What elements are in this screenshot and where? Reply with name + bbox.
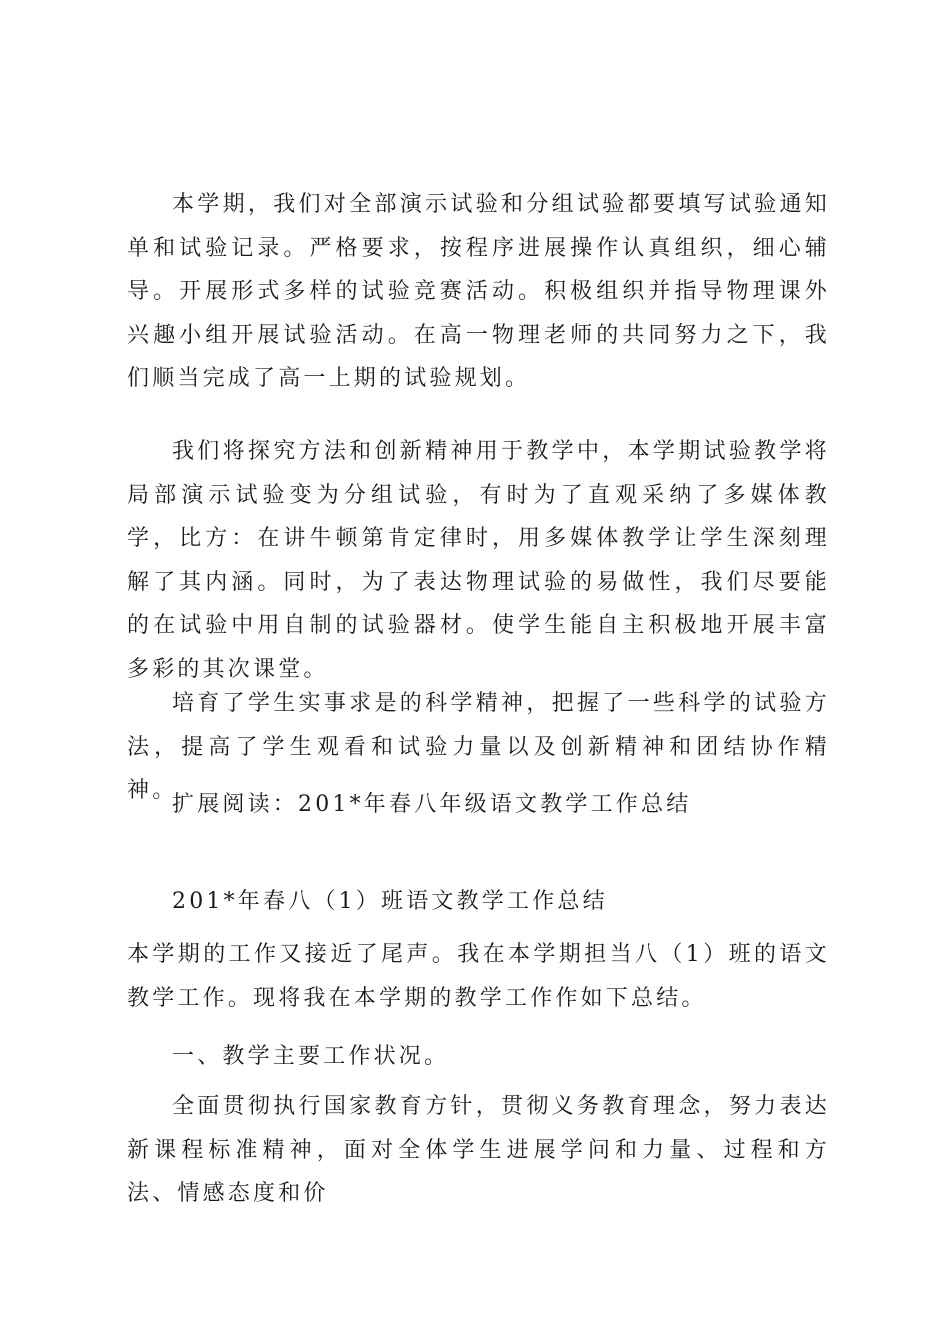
paragraph-experiment-records: 本学期，我们对全部演示试验和分组试验都要填写试验通知单和试验记录。严格要求，按程序进展操作认真组织，细心辅导。开展形式多样的试验竞赛活动。积极组织并指导物理课外兴趣小组开展试验活动。在高一物理老师的共同努力之下，我们顺当完成了高一上期的试验规划。: [127, 192, 830, 391]
section-heading-main-work: 一、教学主要工作状况。: [172, 1044, 450, 1069]
section-title: 201*年春八（1）班语文教学工作总结: [172, 889, 608, 914]
paragraph-extended-reading: 扩展阅读：201*年春八年级语文教学工作总结: [172, 792, 692, 817]
paragraph-scientific-spirit: 培育了学生实事求是的科学精神，把握了一些科学的试验方法，提高了学生观看和试验力量以及创新精神和团结协作精神。: [127, 691, 830, 803]
paragraph-inquiry-methods: 我们将探究方法和创新精神用于教学中，本学期试验教学将局部演示试验变为分组试验，有时为了直观采纳了多媒体教学，比方：在讲牛顿第肯定律时，用多媒体教学让学生深刻理解了其内涵。同时，为了表达物理试验的易做性，我们尽要能的在试验中用自制的试验器材。使学生能自主积极地开展丰富多彩的其次课堂。: [127, 439, 830, 682]
paragraph-education-policy: 全面贯彻执行国家教育方针，贯彻义务教育理念，努力表达新课程标准精神，面对全体学生进展学问和力量、过程和方法、情感态度和价: [127, 1094, 830, 1206]
paragraph-semester-intro: 本学期的工作又接近了尾声。我在本学期担当八（1）班的语文教学工作。现将我在本学期的教学工作作如下总结。: [127, 942, 830, 1011]
